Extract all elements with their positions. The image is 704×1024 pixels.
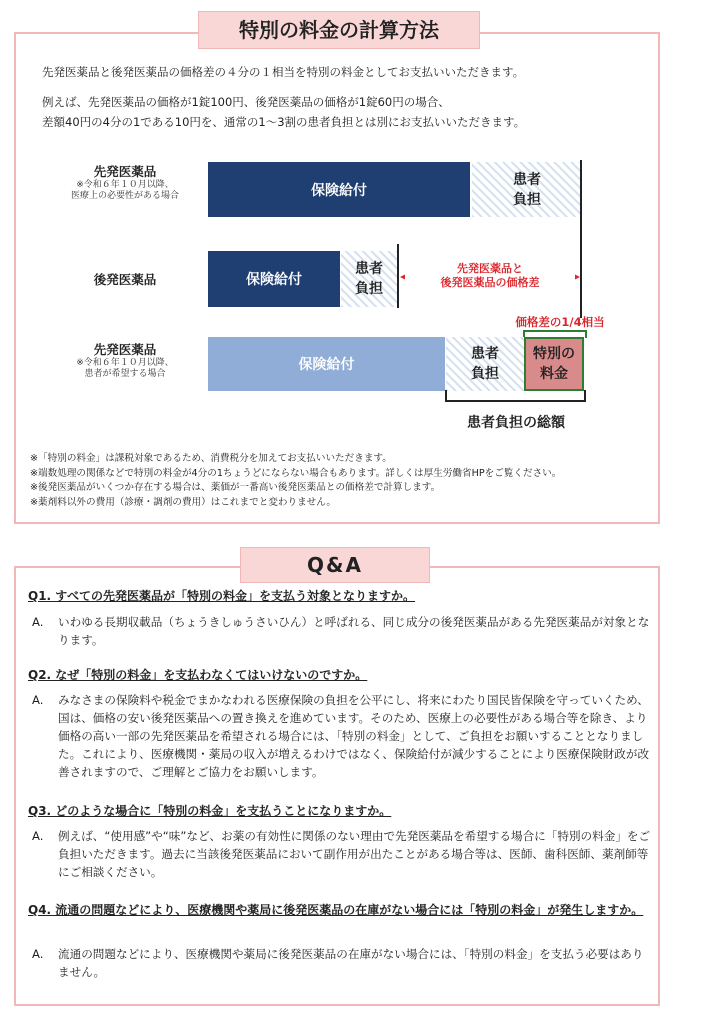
row3-sub1: ※令和６年１０月以降、 [76,358,174,368]
row2-name: 後発医薬品 [93,272,157,287]
row1-patient-1: 患者 [513,171,541,188]
price-diff-label-2: 後発医薬品の価格差 [440,276,540,289]
a3 [32,827,652,881]
q4: Q4. 流通の問題などにより、医療機関や薬局に後発医薬品の在庫がない場合には「特別の料金」が発生しますか。 [28,903,644,917]
q3: Q3. どのような場合に「特別の料金」を支払うことになりますか。 [28,804,392,818]
row1-patient-bar [472,162,582,217]
total-label: 患者負担の総額 [467,415,565,431]
note-3: ※後発医薬品がいくつか存在する場合は、薬価が一番高い後発医薬品との価格差で計算します。 [30,482,441,493]
row3-patient-bar [446,337,524,391]
a4-mark: A. [32,947,44,961]
a3-text: 例えば、“使用感”や“味”など、お薬の有効性に関係のない理由で先発医薬品を希望する場合に「特別の料金」をご負担いただきます。過去に当該後発医薬品において副作用が出たことがある場合等は、医師、歯科医師、薬剤師等にご相談ください。 [58,829,651,879]
note-4: ※薬剤料以外の費用（診療・調剤の費用）はこれまでと変わりません。 [30,496,337,508]
section-title: 特別の料金の計算方法 [198,11,480,49]
a3-mark: A. [32,829,44,843]
note-2: ※端数処理の関係などで特別の料金が4分の1ちょうどにならない場合もあります。詳しくは厚生労働省HPをご覧ください。 [30,467,562,479]
row2-patient-1: 患者 [355,261,383,277]
row1-patient-2: 負担 [513,191,541,208]
reference-line-right [580,160,582,318]
intro-text-1: 先発医薬品と後発医薬品の価格差の４分の１相当を特別の料金としてお支払いいただきます。 [42,65,525,79]
quarter-label: 価格差の1/4相当 [515,315,605,329]
q2: Q2. なぜ「特別の料金」を支払わなくてはいけないのですか。 [28,668,368,682]
a4-text: 流通の問題などにより、医療機関や薬局に後発医薬品の在庫がない場合には、「特別の料金」を支払う必要はありません。 [58,947,644,979]
a1-mark: A. [32,615,44,629]
row2-label [50,270,200,288]
intro-text-2: 例えば、先発医薬品の価格が1錠100円、後発医薬品の価格が1錠60円の場合、 [42,95,450,109]
row3-name: 先発医薬品 [93,342,157,357]
row3-special-1: 特別の [533,346,575,362]
price-diff-label [405,262,575,290]
row3-special-fee-bar [524,337,584,391]
notes [30,452,561,510]
a2-text: みなさまの保険料や税金でまかなわれる医療保険の負担を公平にし、将来にわたり国民皆保険を守っていくため、国は、価格の安い後発医薬品への置き換えを進めています。そのため、医療上の必要性がある場合等を除き、より価格の高い一部の先発医薬品を希望される場合には、「特別の料金」として、ご負担をお願いすることとなりました。これにより、医療機関・薬局の収入が増えるわけではなく、保険給付が減少することにより医療保険財政が改善されますので、ご理解とご協力をお願いします。 [58,693,650,779]
row2-patient-2: 負担 [355,281,383,297]
intro-text-3: 差額40円の4分の1である10円を、通常の1～3割の患者負担とは別にお支払いいただきます。 [42,115,526,129]
note-1: ※「特別の料金」は課税対象であるため、消費税分を加えてお支払いいただきます。 [30,453,392,464]
row3-sub2: 患者が希望する場合 [84,369,166,379]
row2-insurance-bar: 保険給付 [208,251,340,307]
row3-insurance-bar: 保険給付 [208,337,445,391]
row1-sub2: 医療上の必要性がある場合 [70,191,179,201]
a2 [32,691,652,781]
row1-label [50,162,200,202]
q1: Q1. すべての先発医薬品が「特別の料金」を支払う対象となりますか。 [28,589,416,603]
qa-title: Q&A [240,547,430,583]
a2-mark: A. [32,693,44,707]
total-bracket [444,390,588,404]
a1 [32,613,652,649]
row1-sub1: ※令和６年１０月以降、 [76,180,174,190]
a4 [32,945,652,981]
row3-patient-2: 負担 [471,366,499,382]
row3-special-2: 料金 [540,366,568,382]
row3-patient-1: 患者 [471,346,499,362]
a1-text: いわゆる長期収載品（ちょうきしゅうさいひん）と呼ばれる、同じ成分の後発医薬品がある先発医薬品が対象となります。 [58,615,650,647]
price-diff-label-1: 先発医薬品と [457,262,523,275]
row3-label [50,340,200,380]
reference-line-left [397,244,399,308]
row2-patient-bar [341,251,397,307]
row1-name: 先発医薬品 [93,164,157,179]
row1-insurance-bar: 保険給付 [208,162,470,217]
